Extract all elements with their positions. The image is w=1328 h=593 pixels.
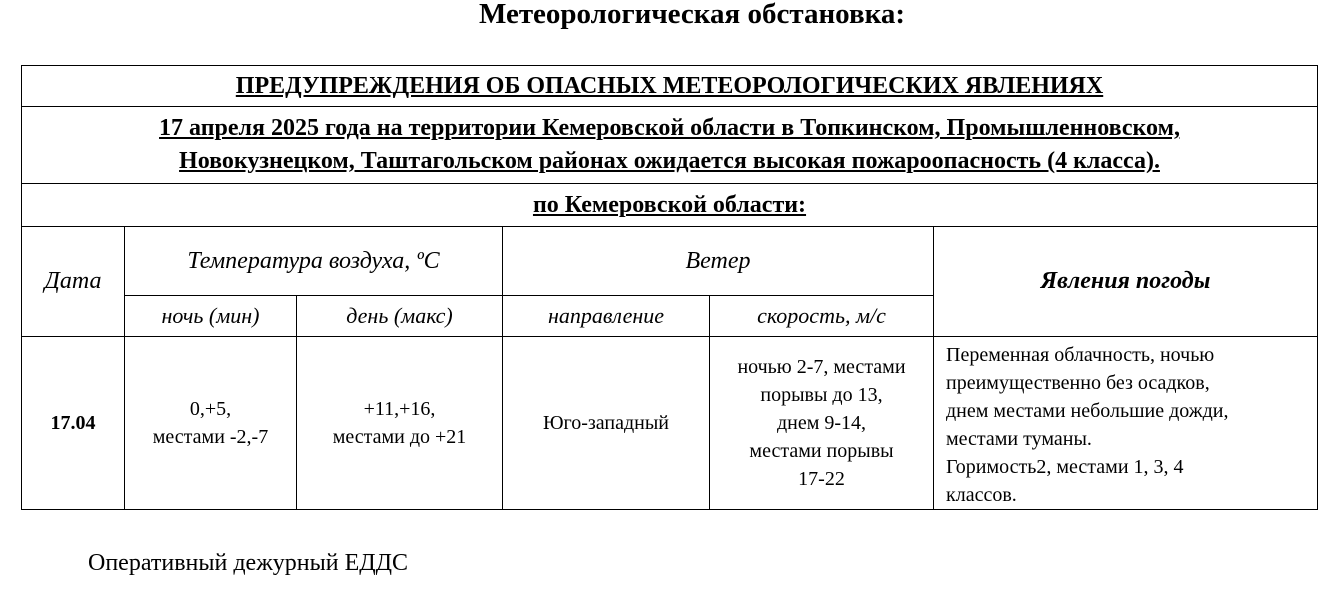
warning-text-row: [22, 107, 1318, 184]
phenomena-cell: [934, 337, 1318, 510]
speed-line: 17-22: [798, 468, 845, 490]
wind-header: Ветер: [503, 227, 934, 296]
speed-line: ночью 2-7, местами: [737, 356, 906, 378]
region-heading-row: [22, 184, 1318, 227]
night-temp-line: местами -2,-7: [152, 426, 269, 448]
phenomena-header: Явления погоды: [934, 227, 1318, 337]
speed-line: местами порывы: [749, 440, 894, 462]
temperature-header: Температура воздуха, ºС: [125, 227, 503, 296]
speed-cell: [710, 337, 934, 510]
date-header: Дата: [22, 227, 125, 337]
date-cell: 17.04: [22, 337, 125, 510]
phenomena-line: Горимость2, местами 1, 3, 4: [946, 456, 1184, 478]
day-temp-cell: [297, 337, 503, 510]
day-header: день (макс): [297, 296, 503, 337]
warning-text-line: Новокузнецком, Таштагольском районах ожидается высокая пожароопасность (4 класса).: [179, 148, 1160, 174]
day-temp-line: +11,+16,: [363, 398, 436, 420]
direction-cell: Юго-западный: [503, 337, 710, 510]
warning-text: [22, 107, 1318, 184]
phenomena-line: преимущественно без осадков,: [946, 372, 1210, 394]
region-heading: по Кемеровской области:: [22, 184, 1318, 227]
day-temp-line: местами до +21: [332, 426, 467, 448]
footer-signature: Оперативный дежурный ЕДДС: [88, 550, 409, 576]
warning-heading: ПРЕДУПРЕЖДЕНИЯ ОБ ОПАСНЫХ МЕТЕОРОЛОГИЧЕСКИХ ЯВЛЕНИЯХ: [22, 66, 1318, 107]
night-header: ночь (мин): [125, 296, 297, 337]
night-temp-line: 0,+5,: [189, 398, 232, 420]
page-title: Метеорологическая обстановка:: [478, 0, 906, 30]
phenomena-line: местами туманы.: [946, 428, 1092, 450]
table-row: [22, 337, 1318, 510]
warning-text-line: 17 апреля 2025 года на территории Кемеровской области в Топкинском, Промышленновском,: [159, 115, 1180, 141]
direction-header: направление: [503, 296, 710, 337]
weather-table: [21, 65, 1318, 510]
speed-header: скорость, м/с: [710, 296, 934, 337]
phenomena-line: днем местами небольшие дожди,: [946, 400, 1229, 422]
night-temp-cell: [125, 337, 297, 510]
column-header-row: [22, 227, 1318, 296]
warning-heading-row: [22, 66, 1318, 107]
speed-line: днем 9-14,: [776, 412, 867, 434]
phenomena-line: Переменная облачность, ночью: [946, 344, 1215, 366]
speed-line: порывы до 13,: [760, 384, 883, 406]
phenomena-line: классов.: [946, 484, 1017, 506]
